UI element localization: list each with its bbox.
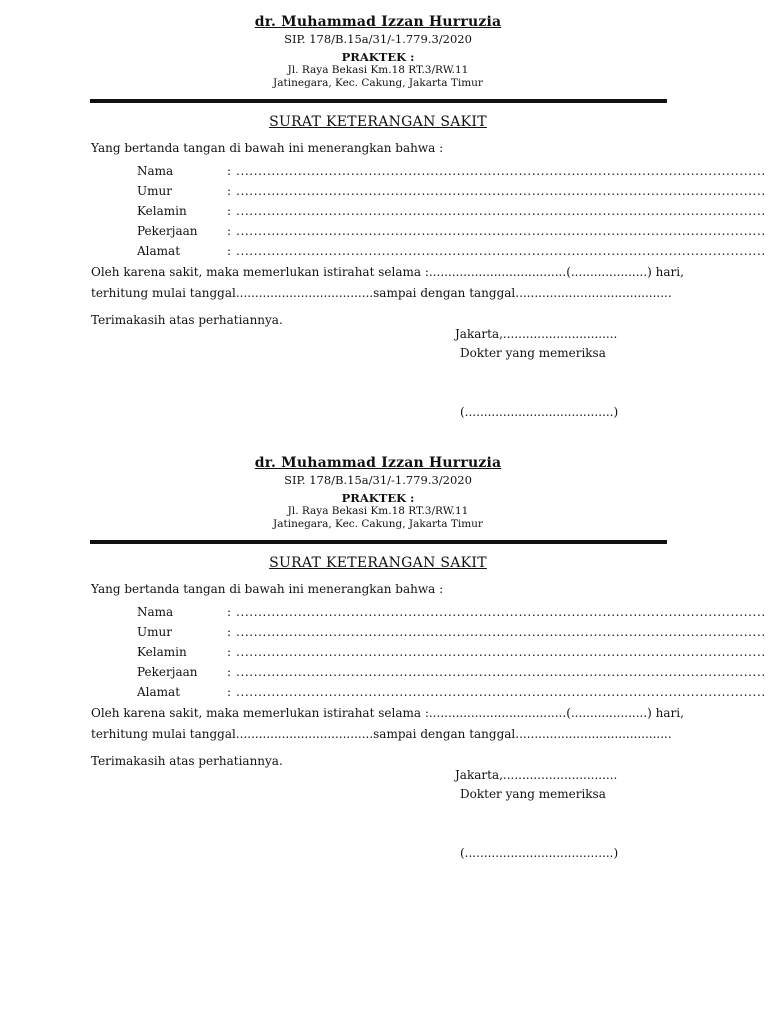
date-range-line: terhitung mulai tanggal....................................sampai dengan tanggal......................................... [91,286,672,300]
rest-duration-line: Oleh karena sakit, maka memerlukan istirahat selama :....................................(....................) hari, [91,265,684,279]
header-divider [90,540,667,544]
address-line-1: Jl. Raya Bekasi Km.18 RT.3/RW.11 [287,505,469,517]
field-blank-nama: : ........................................................................................................................ [227,164,766,178]
intro-text: Yang bertanda tangan di bawah ini menerangkan bahwa : [91,141,444,155]
field-blank-nama: : ........................................................................................................................ [227,605,766,619]
field-blank-kelamin: : ........................................................................................................................ [227,645,766,659]
examining-doctor-label: Dokter yang memeriksa [460,787,606,801]
doctor-sip: SIP. 178/B.15a/31/-1.779.3/2020 [284,32,472,46]
praktek-label: PRAKTEK : [341,50,415,64]
field-label-kelamin: Kelamin [137,204,187,218]
doctor-sip: SIP. 178/B.15a/31/-1.779.3/2020 [284,473,472,487]
examining-doctor-label: Dokter yang memeriksa [460,346,606,360]
intro-text: Yang bertanda tangan di bawah ini menerangkan bahwa : [91,582,444,596]
closing-text: Terimakasih atas perhatiannya. [91,313,283,327]
doctor-name: dr. Muhammad Izzan Hurruzia [254,455,502,471]
field-blank-kelamin: : ........................................................................................................................ [227,204,766,218]
header-divider [90,99,667,103]
field-label-kelamin: Kelamin [137,645,187,659]
field-label-nama: Nama [137,164,174,178]
sick-letter-2 [0,441,768,881]
field-label-alamat: Alamat [137,685,181,699]
sick-letter-1 [0,0,768,440]
signature-blank: (.......................................) [460,846,619,860]
city-date: Jakarta,.............................. [455,327,618,341]
field-blank-pekerjaan: : ........................................................................................................................ [227,665,766,679]
field-label-pekerjaan: Pekerjaan [137,224,198,238]
letter-title: SURAT KETERANGAN SAKIT [269,555,487,571]
praktek-label: PRAKTEK : [341,491,415,505]
field-label-pekerjaan: Pekerjaan [137,665,198,679]
field-label-umur: Umur [137,625,172,639]
signature-blank: (.......................................) [460,405,619,419]
field-blank-umur: : ........................................................................................................................ [227,625,766,639]
field-blank-umur: : ........................................................................................................................ [227,184,766,198]
city-date: Jakarta,.............................. [455,768,618,782]
field-label-alamat: Alamat [137,244,181,258]
field-label-umur: Umur [137,184,172,198]
doctor-name: dr. Muhammad Izzan Hurruzia [254,14,502,30]
field-blank-pekerjaan: : ........................................................................................................................ [227,224,766,238]
letter-title: SURAT KETERANGAN SAKIT [269,114,487,130]
date-range-line: terhitung mulai tanggal....................................sampai dengan tanggal......................................... [91,727,672,741]
address-line-2: Jatinegara, Kec. Cakung, Jakarta Timur [273,518,483,530]
field-label-nama: Nama [137,605,174,619]
field-blank-alamat: : ........................................................................................................................ [227,244,766,258]
address-line-1: Jl. Raya Bekasi Km.18 RT.3/RW.11 [287,64,469,76]
closing-text: Terimakasih atas perhatiannya. [91,754,283,768]
field-blank-alamat: : ........................................................................................................................ [227,685,766,699]
rest-duration-line: Oleh karena sakit, maka memerlukan istirahat selama :....................................(....................) hari, [91,706,684,720]
address-line-2: Jatinegara, Kec. Cakung, Jakarta Timur [273,77,483,89]
